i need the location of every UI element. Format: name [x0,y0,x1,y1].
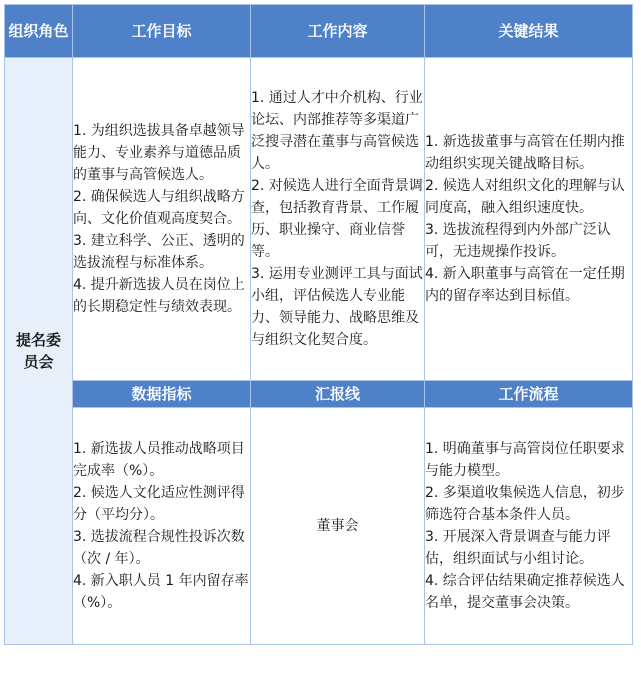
header-content: 工作内容 [251,5,425,58]
metric-item: 3. 选拔流程合规性投诉次数（次 / 年）。 [73,529,245,567]
header-row-top [5,5,633,58]
report-line-value: 董事会 [251,408,425,645]
metrics-cell [73,408,251,645]
result-item: 3. 选拔流程得到内外部广泛认可，无违规操作投诉。 [425,222,611,260]
goal-item: 1. 为组织选拔具备卓越领导能力、专业素养与道德品质的董事与高管候选人。 [73,123,245,183]
header-metrics: 数据指标 [73,381,251,408]
metric-item: 1. 新选拔人员推动战略项目完成率（%）。 [73,441,245,479]
process-item: 3. 开展深入背景调查与能力评估，组织面试与小组讨论。 [425,529,611,567]
results-cell [425,58,633,381]
responsibility-table [4,4,633,645]
content-item: 2. 对候选人进行全面背景调查，包括教育背景、工作履历、职业操守、商业信誉等。 [251,178,423,260]
content-item: 3. 运用专业测评工具与面试小组，评估候选人专业能力、领导能力、战略思维及与组织文化契合度。 [251,266,423,348]
process-item: 4. 综合评估结果确定推荐候选人名单，提交董事会决策。 [425,573,625,611]
content-item: 1. 通过人才中介机构、行业论坛、内部推荐等多渠道广泛搜寻潜在董事与高管候选人。 [251,90,423,172]
header-results: 关键结果 [425,5,633,58]
result-item: 4. 新入职董事与高管在一定任期内的留存率达到目标值。 [425,266,625,304]
metric-item: 2. 候选人文化适应性测评得分（平均分）。 [73,485,245,523]
header-role: 组织角色 [5,5,73,58]
header-goals: 工作目标 [73,5,251,58]
process-item: 1. 明确董事与高管岗位任职要求与能力模型。 [425,441,625,479]
goal-item: 3. 建立科学、公正、透明的选拔流程与标准体系。 [73,233,245,271]
header-process: 工作流程 [425,381,633,408]
body-row-bottom [5,408,633,645]
goal-item: 4. 提升新选拔人员在岗位上的长期稳定性与绩效表现。 [73,277,245,315]
metric-item: 4. 新入职人员 1 年内留存率（%）。 [73,573,249,611]
header-row-bottom [5,381,633,408]
process-item: 2. 多渠道收集候选人信息，初步筛选符合基本条件人员。 [425,485,625,523]
result-item: 1. 新选拔董事与高管在任期内推动组织实现关键战略目标。 [425,134,625,172]
goal-item: 2. 确保候选人与组织战略方向、文化价值观高度契合。 [73,189,245,227]
content-cell [251,58,425,381]
body-row-top [5,58,633,381]
goals-cell [73,58,251,381]
process-cell [425,408,633,645]
role-name: 提名委员会 [5,58,73,645]
result-item: 2. 候选人对组织文化的理解与认同度高，融入组织速度快。 [425,178,625,216]
header-report: 汇报线 [251,381,425,408]
